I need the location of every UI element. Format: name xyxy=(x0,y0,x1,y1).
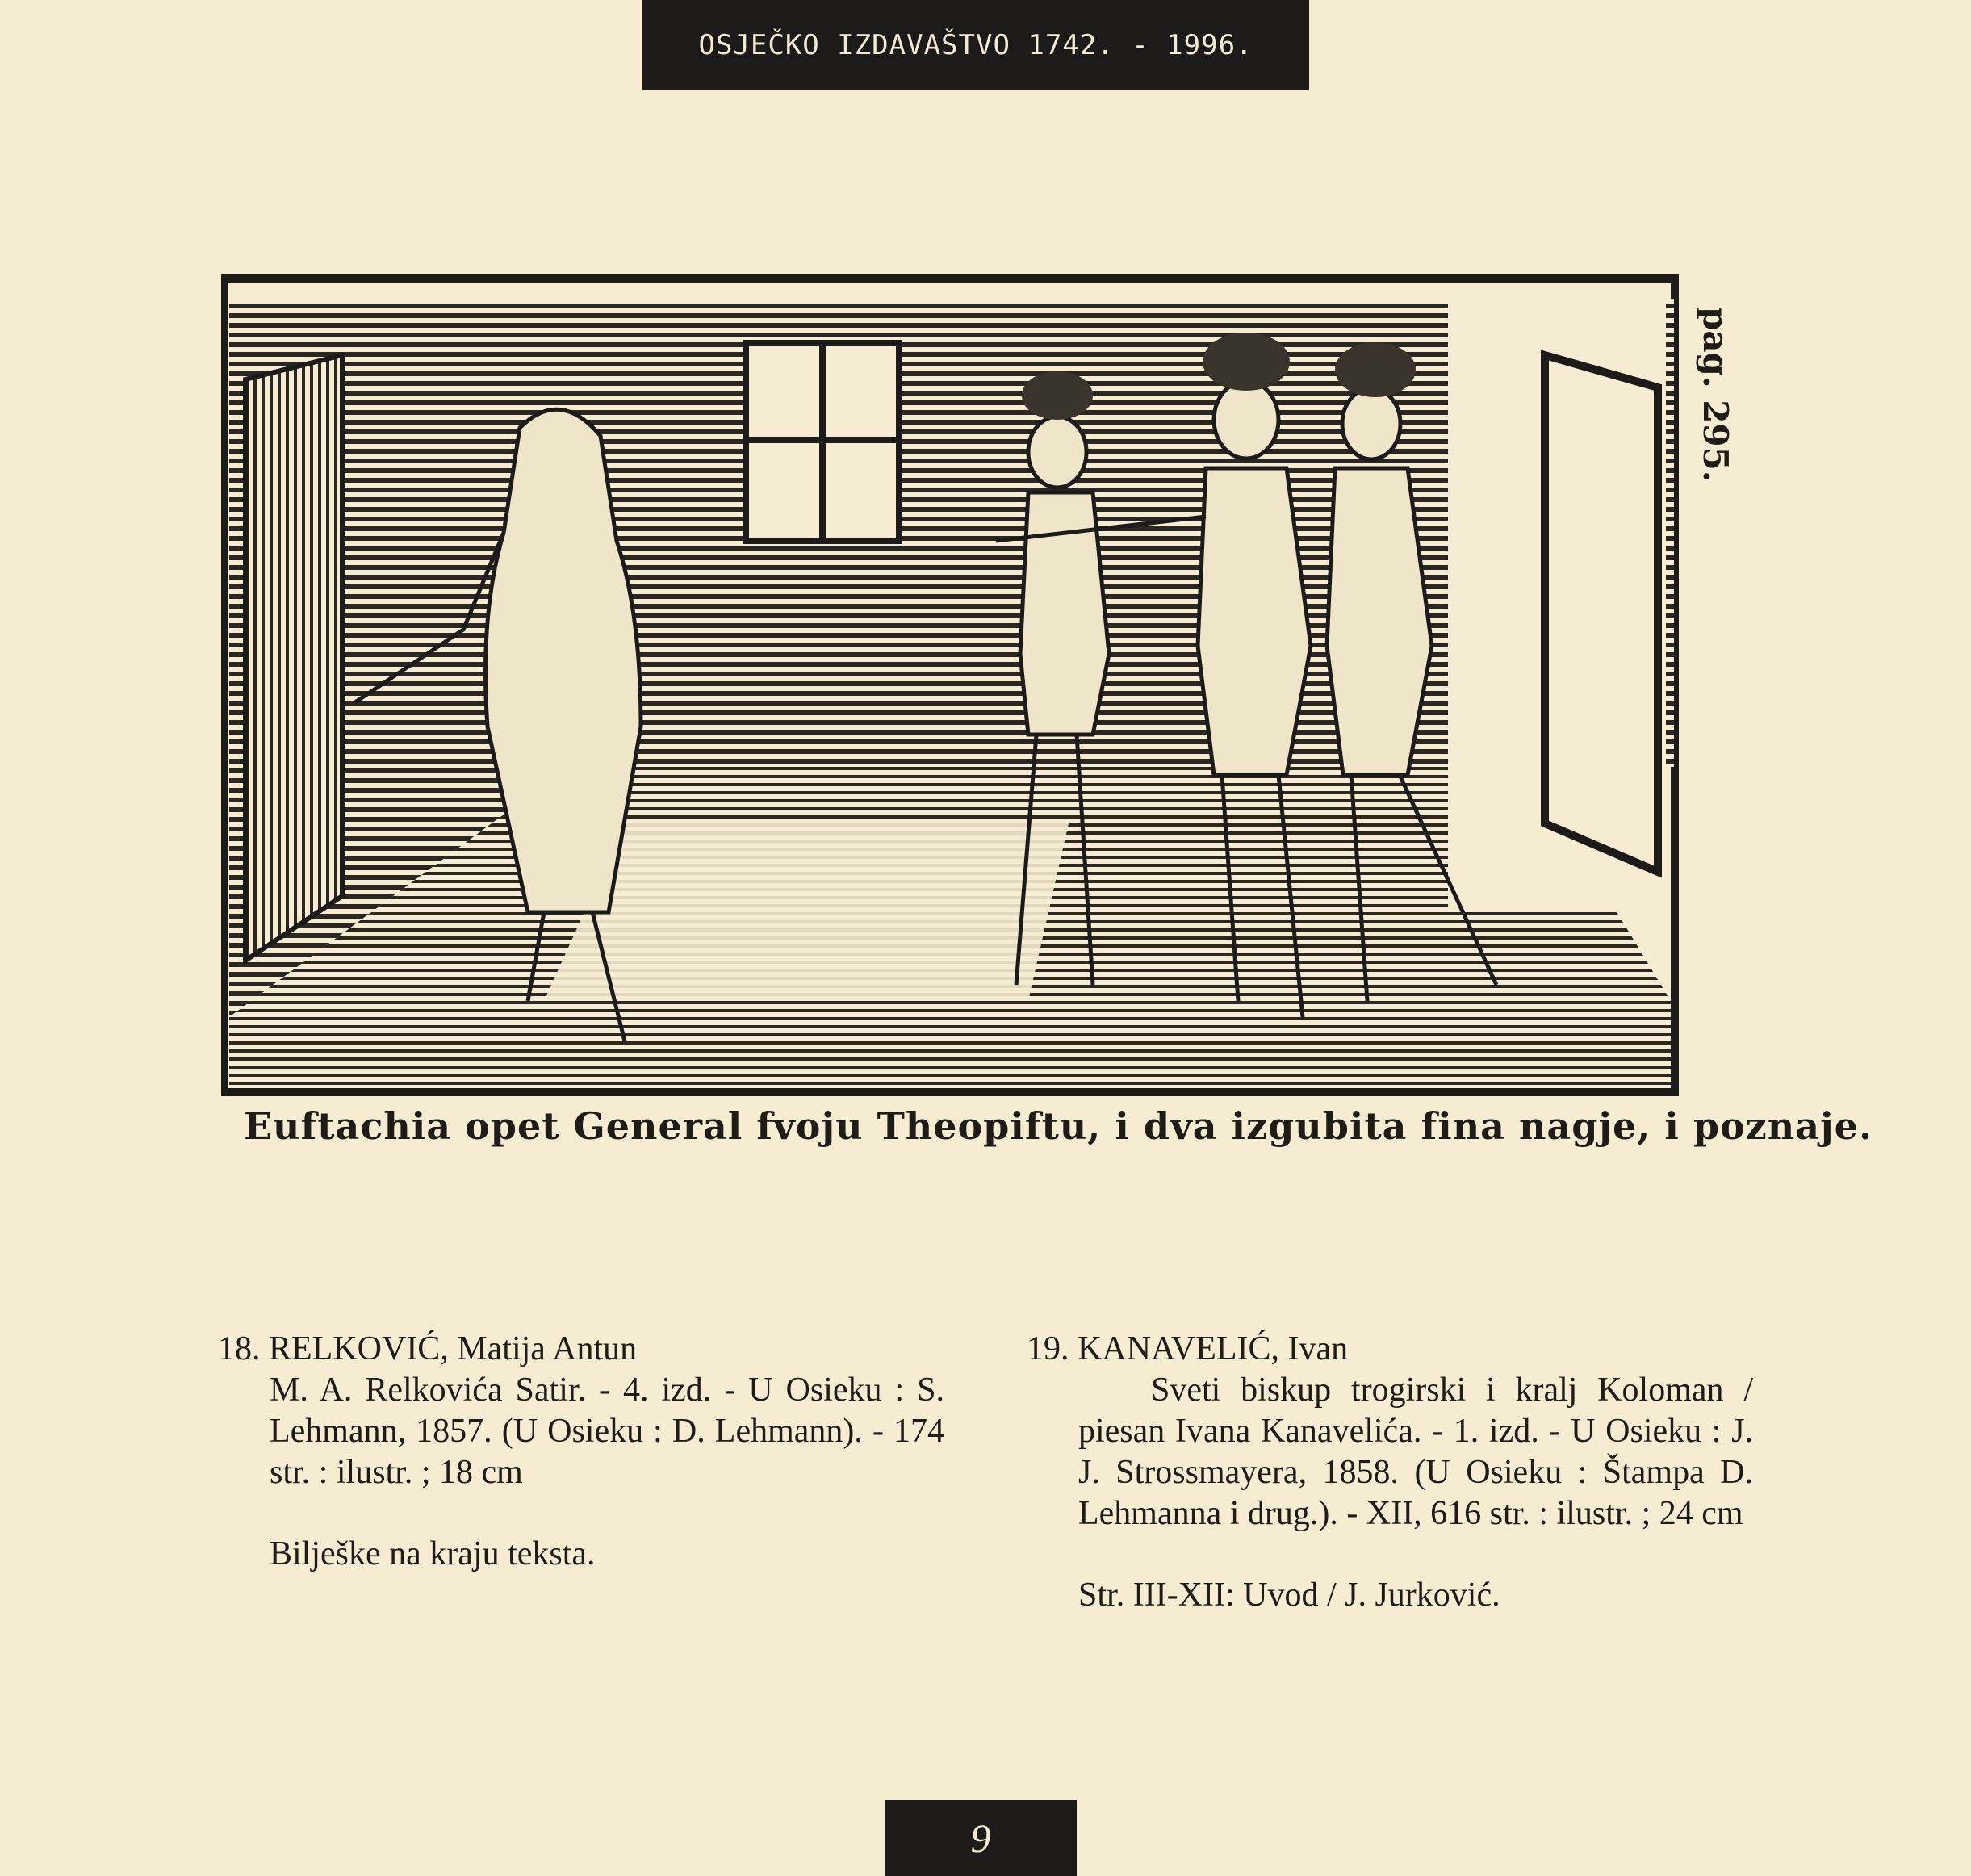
entry-description: M. A. Relkovića Satir. - 4. izd. - U Osieku : S. Lehmann, 1857. (U Osieku : D. Lehmann). - 174 str. : ilustr. ; 18 cm xyxy=(270,1371,944,1491)
entry-note: Bilješke na kraju teksta. xyxy=(270,1535,596,1572)
entry-heading: 18. RELKOVIĆ, Matija Antun xyxy=(218,1330,638,1367)
header-title: OSJEČKO IZDAVAŠTVO 1742. - 1996. xyxy=(698,29,1253,61)
woodcut-image xyxy=(221,274,1679,1096)
page-number-box xyxy=(885,1800,1077,1876)
catalog-entry-18 xyxy=(218,1329,944,1575)
entry-heading: 19. KANAVELIĆ, Ivan xyxy=(1027,1330,1349,1367)
illustration-caption: Euftachia opet General fvoju Theopiftu, i dva izgubita fina nagje, i poznaje. xyxy=(244,1104,1873,1148)
catalog-entry-19 xyxy=(1027,1329,1753,1616)
entry-note: Str. III-XII: Uvod / J. Jurković. xyxy=(1078,1577,1500,1614)
page-reference-note xyxy=(1687,307,1735,517)
page-number: 9 xyxy=(970,1815,991,1861)
woodcut-illustration xyxy=(221,274,1679,1096)
running-header xyxy=(642,0,1309,90)
side-note-text: pag. 295. xyxy=(1696,307,1735,483)
entry-description: Sveti biskup trogirski i kralj Koloman / piesan Ivana Kanavelića. - 1. izd. - U Osieku : J. J. Strossmayera, 1858. (U Osieku : Štampa D. Lehmanna i drug.). - XII, 616 str. : ilustr. ; 24 cm xyxy=(1078,1371,1753,1532)
